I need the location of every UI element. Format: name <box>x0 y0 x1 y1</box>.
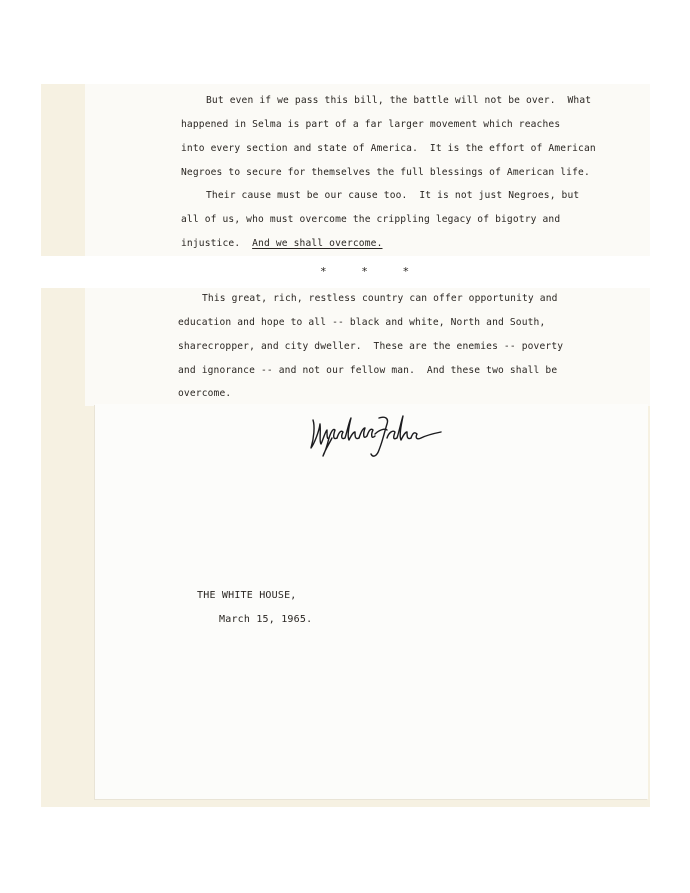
text-line: all of us, who must overcome the crippling legacy of bigotry and <box>181 214 561 225</box>
closing-date: March 15, 1965. <box>219 614 313 625</box>
text-line: Negroes to secure for themselves the full blessings of American life. <box>181 167 590 178</box>
text-line-final <box>181 238 383 250</box>
document-page-upper <box>85 288 650 406</box>
text-line: Their cause must be our cause too. It is not just Negroes, but <box>206 190 580 201</box>
handwritten-signature-icon <box>305 410 445 462</box>
text-line: This great, rich, restless country can offer opportunity and <box>202 293 558 304</box>
document-page-top <box>85 84 650 256</box>
section-separator: * * * <box>320 265 424 278</box>
text-line: overcome. <box>178 388 232 399</box>
text-line: into every section and state of America. It is the effort of American <box>181 143 596 154</box>
text-line: sharecropper, and city dweller. These are the enemies -- poverty <box>178 341 564 352</box>
text-line: But even if we pass this bill, the battle will not be over. What <box>206 95 592 106</box>
closing-place: THE WHITE HOUSE, <box>197 590 297 601</box>
text-line: and ignorance -- and not our fellow man. And these two shall be <box>178 365 558 376</box>
text-line: happened in Selma is part of a far larger movement which reaches <box>181 119 561 130</box>
underlined-phrase: And we shall overcome. <box>252 238 383 249</box>
document-page-lower <box>95 404 648 799</box>
text-fragment: injustice. <box>181 238 253 249</box>
text-line: education and hope to all -- black and white, North and South, <box>178 317 546 328</box>
